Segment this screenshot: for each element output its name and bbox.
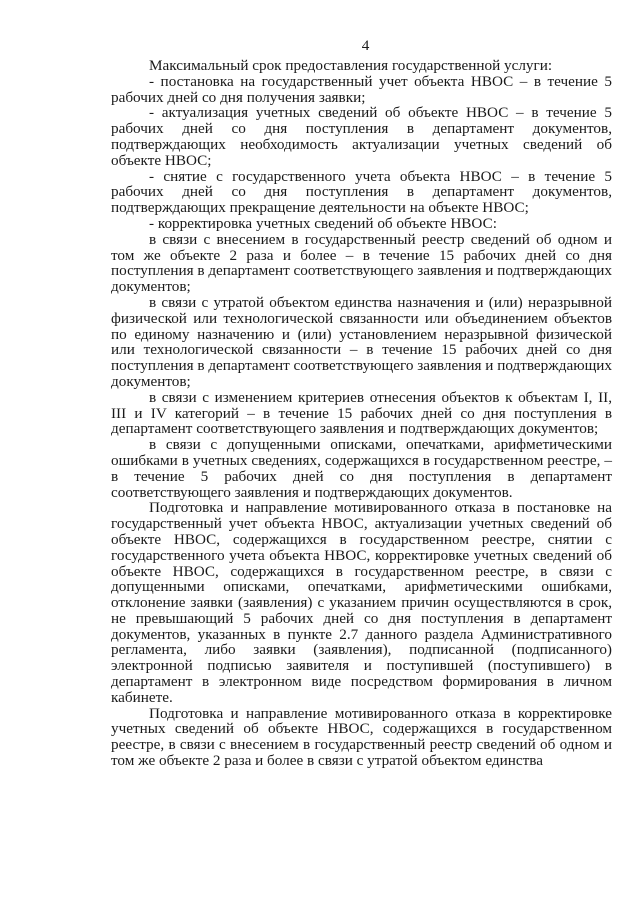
paragraph: - снятие с государственного учета объекта НВОС – в течение 5 рабочих дней со дня поступления в департамент документов, подтверждающих прекращение деятельности на объекте НВОС; [111,167,612,217]
paragraph: в связи с изменением критериев отнесения объектов к объектам I, II, III и IV категорий – в течение 15 рабочих дней со дня поступления в департамент соответствующего заявления и подтверждающих документов; [111,388,612,438]
paragraph: - постановка на государственный учет объекта НВОС – в течение 5 рабочих дней со дня получения заявки; [111,72,612,106]
paragraph: в связи с допущенными описками, опечатками, арифметическими ошибками в учетных сведениях, содержащихся в государственном реестре, – в течение 5 рабочих дней со дня поступления в департамент соответствующего заявления и подтверждающих документов. [111,436,612,501]
paragraph: - корректировка учетных сведений об объекте НВОС: [149,214,497,232]
paragraph: Максимальный срок предоставления государственной услуги: [149,57,553,74]
paragraph: в связи с внесением в государственный реестр сведений об одном и том же объекте 2 раза и более – в течение 15 рабочих дней со дня поступления в департамент соответствующего заявления и подтверждающих документов; [111,230,612,296]
document-body [111,58,612,769]
page-number: 4 [361,37,370,54]
paragraph: Подготовка и направление мотивированного отказа в корректировке учетных сведений об объекте НВОС, содержащихся в государственном реестре, в связи с внесением в государственный реестр сведений об одном и том же объекте 2 раза и более в связи с утратой объектом единства [111,704,612,770]
paragraph: - актуализация учетных сведений об объекте НВОС – в течение 5 рабочих дней со дня поступления в департамент документов, подтверждающих необходимость актуализации учетных сведений об объекте НВОС; [111,104,612,169]
paragraph: Подготовка и направление мотивированного отказа в постановке на государственный учет объекта НВОС, актуализации учетных сведений об объекте НВОС, содержащихся в государственном реестре, снятии с государственного учета объекта НВОС, корректировке учетных сведений об объекте НВОС, содержащихся в государственном реестре, в связи с допущенными описками, опечатками, арифметическими ошибками, отклонение заявки (заявления) с указанием причин осуществляются в срок, не превышающий 5 рабочих дней со дня поступления в департамент документов, указанных в пункте 2.7 данного раздела Административного регламента, либо заявки (заявления), подписанной (подписанного) электронной подписью заявителя и поступившей (поступившего) в департамент в электронном виде посредством формирования в личном кабинете. [111,499,612,706]
paragraph: в связи с утратой объектом единства назначения и (или) неразрывной физической или технологической связанности или объединением объектов по единому назначению и (или) установлением неразрывной физической или технологической связанности – в течение 15 рабочих дней со дня поступления в департамент соответствующего заявления и подтверждающих документов; [111,293,612,390]
